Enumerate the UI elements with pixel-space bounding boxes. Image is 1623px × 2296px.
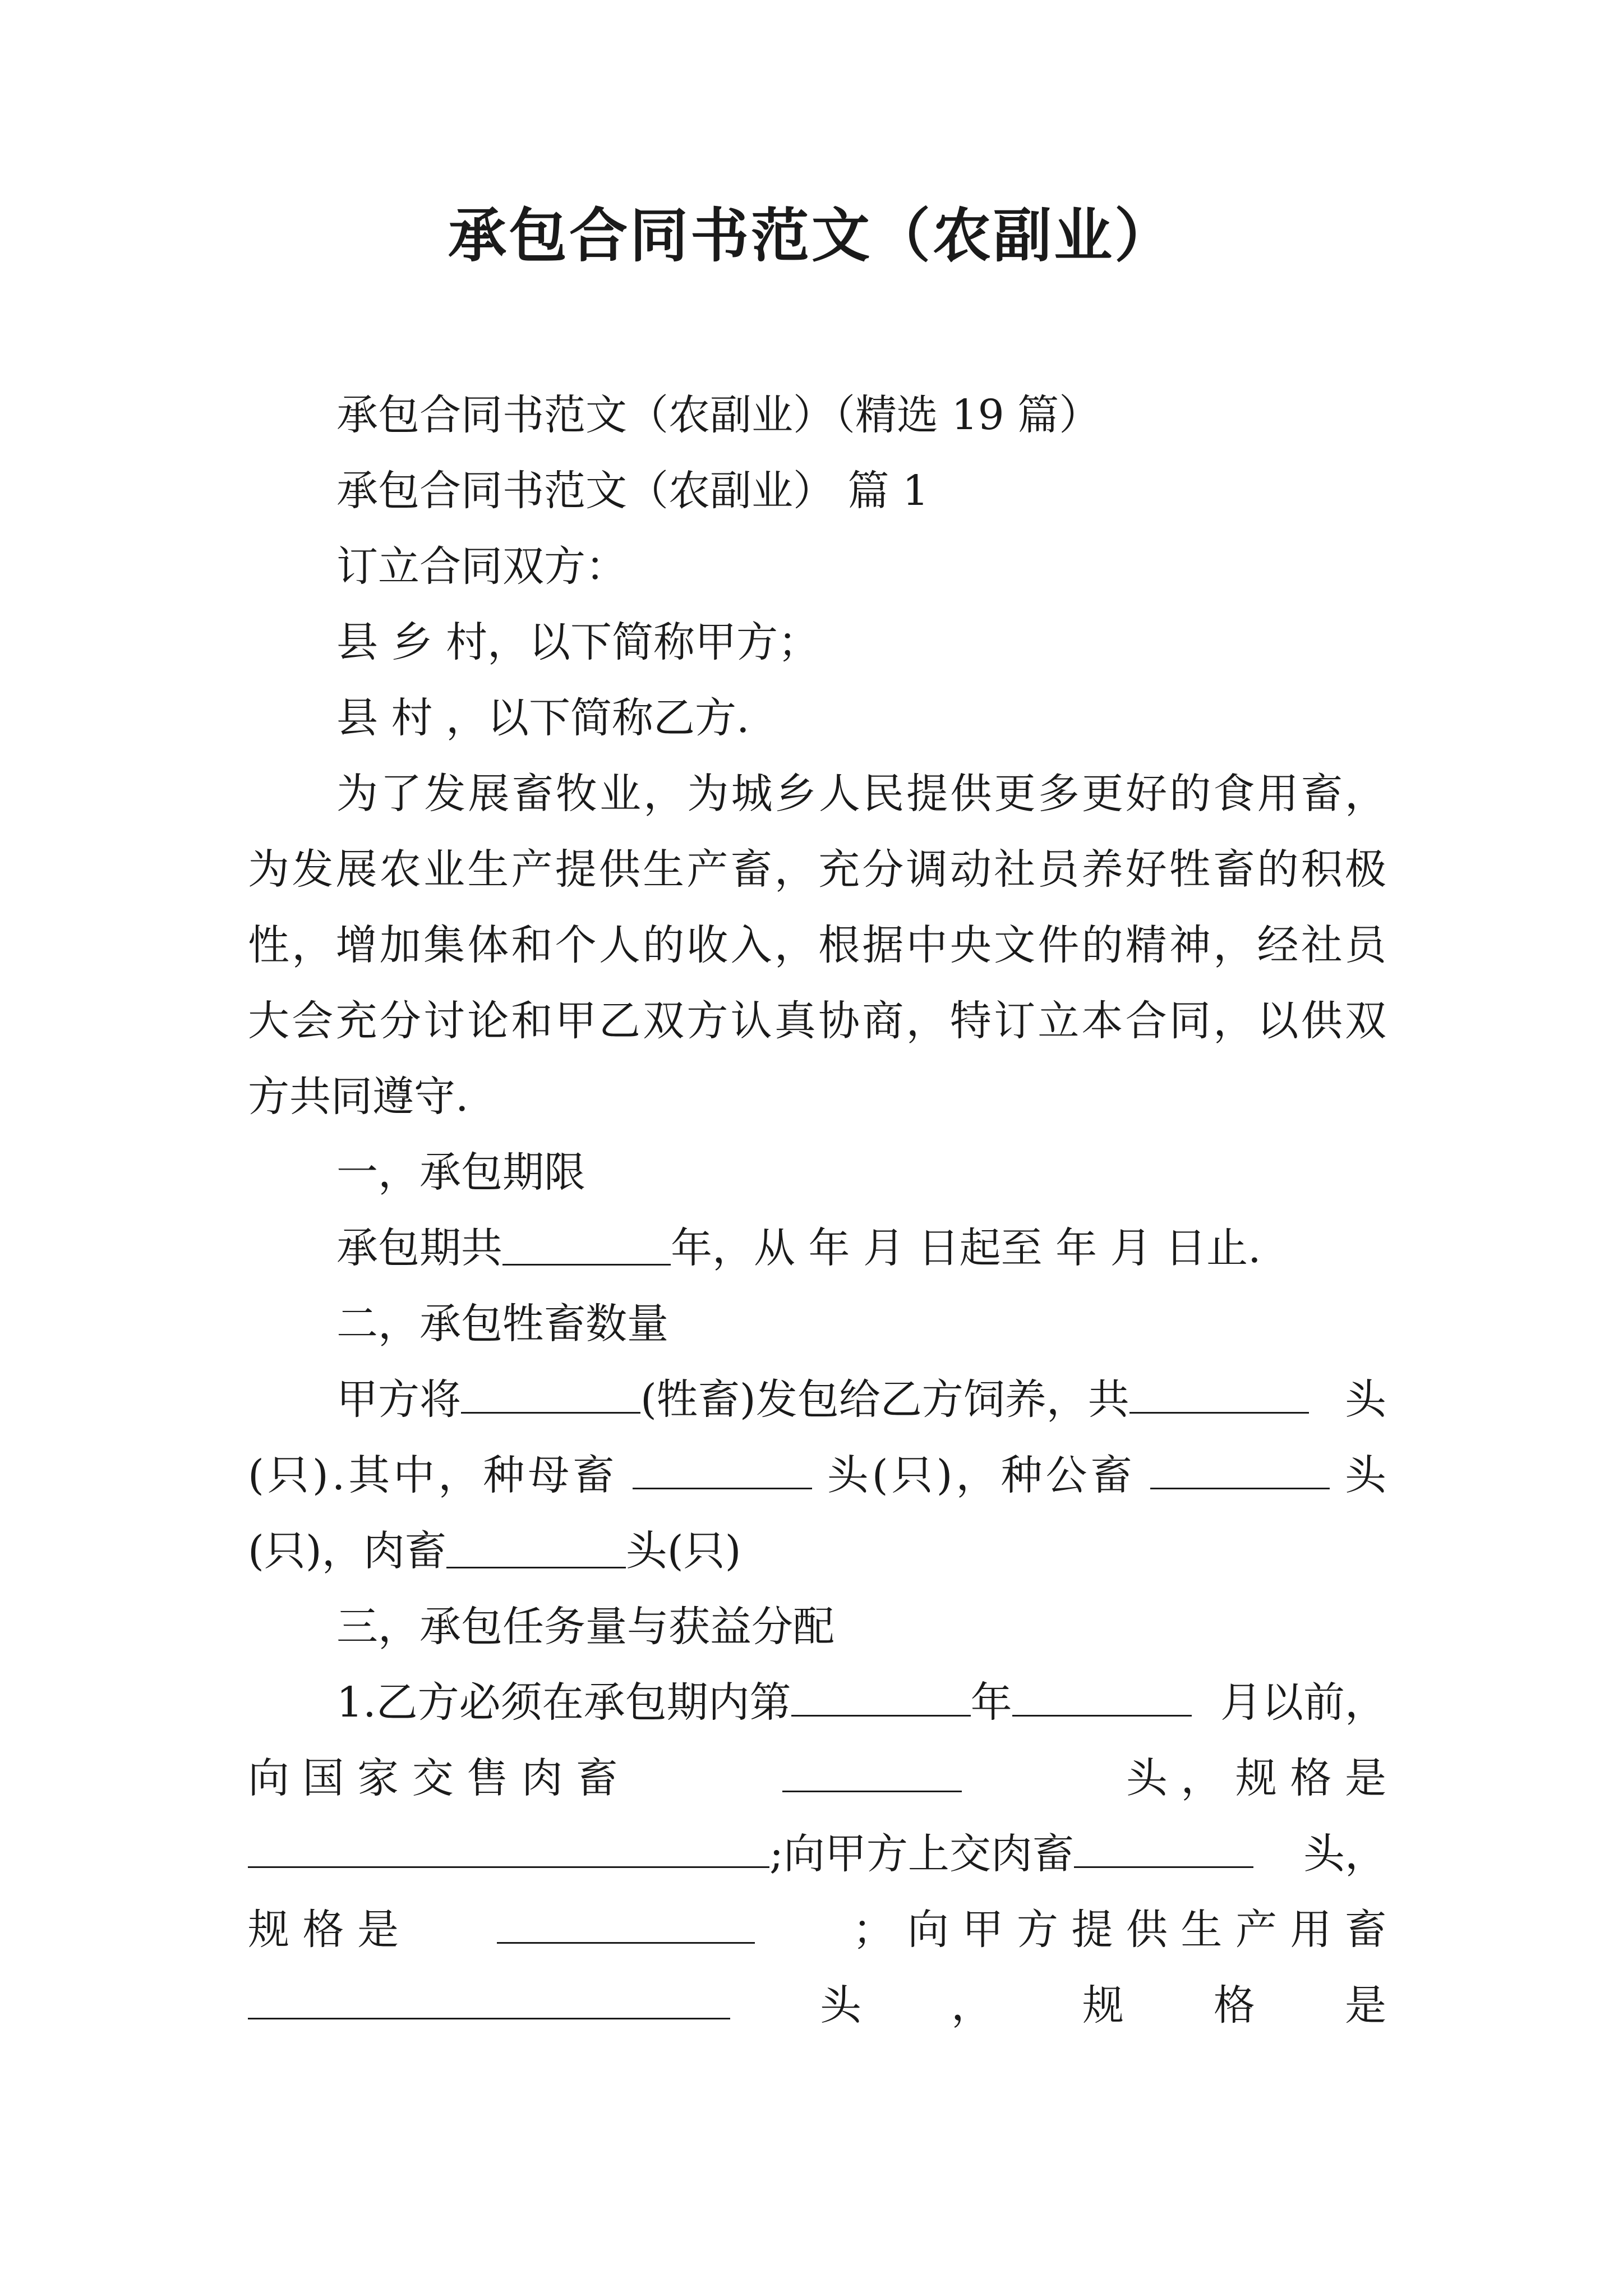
blank-line bbox=[791, 1676, 971, 1717]
paragraph-line: 为了发展畜牧业，为城乡人民提供更多更好的食用畜， bbox=[336, 770, 1386, 818]
text-segment: 甲方将 bbox=[336, 1375, 461, 1424]
task-line bbox=[248, 1826, 1386, 1882]
text-segment: ； 向 甲 方 提 供 生 产 用 畜 bbox=[852, 1906, 1386, 1954]
task-line bbox=[248, 1750, 1386, 1806]
blank-line bbox=[446, 1527, 626, 1568]
blank-line bbox=[497, 1903, 755, 1944]
text-segment: 头(只)，种公畜 bbox=[827, 1451, 1136, 1499]
text-segment: ;向甲方上交肉畜 bbox=[769, 1830, 1074, 1878]
term-text: 年，从 年 月 日起至 年 月 日止. bbox=[671, 1224, 1261, 1272]
paragraph-line: 大会充分讨论和甲乙双方认真协商，特订立本合同，以供双 bbox=[248, 997, 1386, 1045]
party-a-line: 县 乡 村，以下简称甲方； bbox=[336, 618, 820, 666]
text-segment: 年 bbox=[970, 1678, 1012, 1727]
blank-line bbox=[1150, 1448, 1330, 1489]
task-line bbox=[248, 1977, 1386, 2033]
paragraph-line: 性，增加集体和个人的收入，根据中央文件的精神，经社员 bbox=[248, 921, 1386, 969]
text-segment: 头， bbox=[1303, 1830, 1386, 1878]
text-segment: 是 bbox=[1345, 1981, 1386, 2030]
text-segment: 规 格 是 bbox=[248, 1906, 399, 1954]
term-label: 承包期共 bbox=[336, 1224, 502, 1272]
quantity-line bbox=[248, 1447, 1386, 1503]
text-segment: ， bbox=[951, 1981, 993, 2030]
text-segment: 头 bbox=[820, 1981, 861, 2030]
text-segment: 向 国 家 交 售 肉 畜 bbox=[248, 1754, 618, 1802]
clause-heading-term: 一，承包期限 bbox=[336, 1148, 585, 1197]
blank-line bbox=[782, 1751, 962, 1792]
text-segment: 头 ， 规 格 是 bbox=[1126, 1754, 1386, 1802]
blank-line bbox=[248, 1978, 730, 2019]
blank-line bbox=[1012, 1676, 1192, 1717]
text-segment: (只).其中，种母畜 bbox=[248, 1451, 618, 1499]
text-segment: 头(只) bbox=[625, 1527, 741, 1575]
parties-heading: 订立合同双方： bbox=[336, 542, 627, 591]
text-segment: 头 bbox=[1344, 1451, 1386, 1499]
clause-heading-quantity: 二，承包牲畜数量 bbox=[336, 1300, 668, 1348]
text-segment: 格 bbox=[1214, 1981, 1255, 2030]
text-segment: (牲畜)发包给乙方饲养，共 bbox=[640, 1375, 1129, 1424]
blank-line bbox=[248, 1827, 769, 1868]
quantity-line bbox=[336, 1372, 1386, 1428]
document-title: 承包合同书范文（农副业） bbox=[448, 201, 1175, 270]
task-line bbox=[248, 1902, 1386, 1958]
text-segment: (只)，肉畜 bbox=[248, 1527, 446, 1575]
subtitle-line: 承包合同书范文（农副业）（精选 19 篇） bbox=[336, 391, 1101, 439]
text-segment: 头 bbox=[1345, 1375, 1386, 1424]
blank-line bbox=[1074, 1827, 1253, 1868]
blank-line bbox=[633, 1448, 812, 1489]
section-heading: 承包合同书范文（农副业） 篇 1 bbox=[336, 467, 929, 515]
blank-line bbox=[502, 1225, 671, 1266]
party-b-line: 县 村 ，以下简称乙方. bbox=[336, 694, 750, 742]
term-line bbox=[336, 1220, 1386, 1276]
paragraph-line: 为发展农业生产提供生产畜，充分调动社员养好牲畜的积极 bbox=[248, 845, 1386, 894]
task-line bbox=[336, 1674, 1386, 1731]
text-segment: 1.乙方必须在承包期内第 bbox=[336, 1678, 791, 1727]
text-segment: 规 bbox=[1082, 1981, 1124, 2030]
quantity-line bbox=[248, 1523, 1386, 1579]
blank-line bbox=[1129, 1373, 1309, 1414]
paragraph-line: 方共同遵守. bbox=[248, 1073, 469, 1121]
blank-line bbox=[461, 1373, 640, 1414]
text-segment: 月以前， bbox=[1220, 1678, 1386, 1727]
clause-heading-tasks: 三，承包任务量与获益分配 bbox=[336, 1603, 834, 1651]
